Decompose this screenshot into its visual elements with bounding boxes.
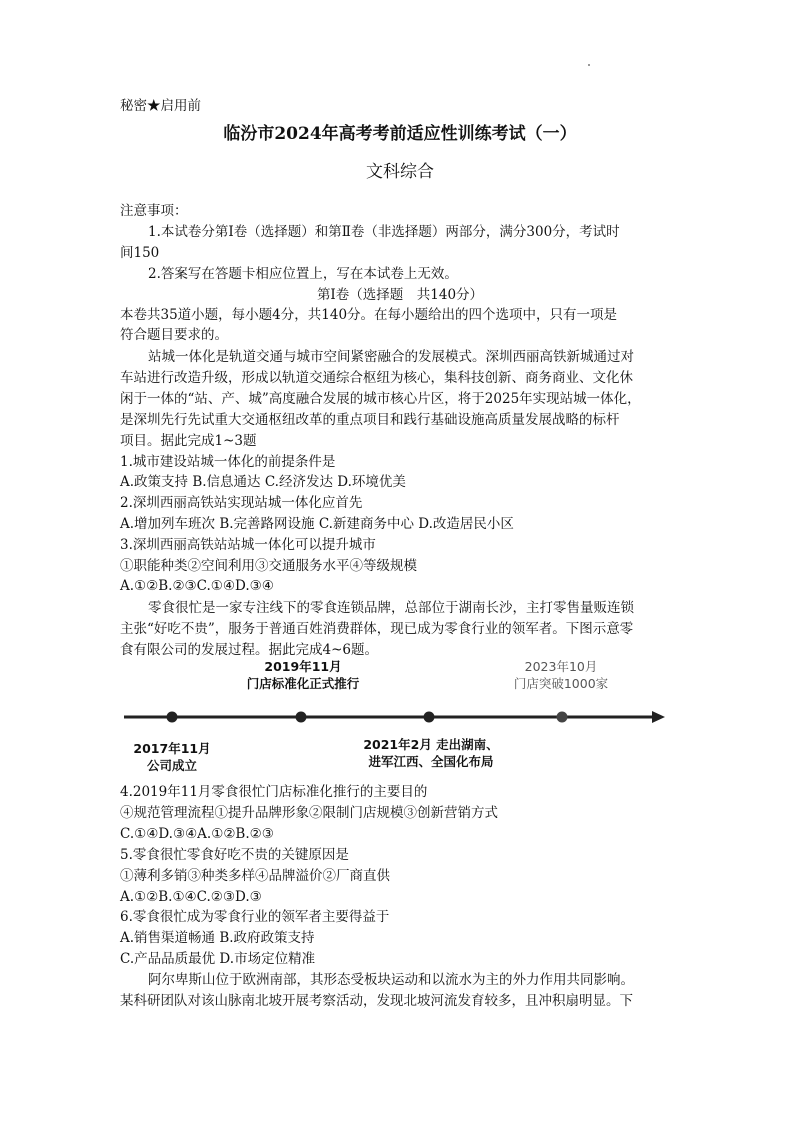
passage1-line: 闲于一体的“站、产、城”高度融合发展的城市核心片区，将于2025年实现站城一体化，	[120, 391, 641, 407]
q3-stem: 3.深圳西丽高铁站站城一体化可以提升城市	[120, 537, 376, 553]
q5-stem: 5.零食很忙零食好吃不贵的关键原因是	[120, 847, 349, 863]
passage2-line: 零食很忙是一家专注线下的零食连锁品牌，总部位于湖南长沙，主打零售量贩连锁	[148, 600, 634, 616]
company-timeline-figure	[120, 656, 670, 776]
event-2019-text: 门店标准化正式推行	[246, 676, 360, 691]
event-2023	[496, 658, 626, 692]
passage1-line: 是深圳先行先试重大交通枢纽改革的重点项目和践行基础设施高质量发展战略的标杆	[120, 412, 620, 428]
q6-stem: 6.零食很忙成为零食行业的领军者主要得益于	[120, 909, 390, 925]
event-2021-line2: 进军江西、全国化布局	[368, 754, 494, 769]
secret-mark: 秘密★启用前	[120, 98, 201, 114]
q6-options-line1: A.销售渠道畅通 B.政府政策支持	[120, 930, 315, 946]
event-2021-line1: 2021年2月 走出湖南、	[363, 737, 499, 752]
passage2-line: 食有限公司的发展过程。据此完成4~6题。	[120, 642, 378, 658]
passage1-line: 项目。据此完成1~3题	[120, 433, 257, 449]
event-2017-date: 2017年11月	[133, 741, 211, 756]
notes-item1-line2: 间150	[120, 245, 160, 261]
q2-stem: 2.深圳西丽高铁站实现站城一体化应首先	[120, 495, 363, 511]
q2-options: A.增加列车班次 B.完善路网设施 C.新建商务中心 D.改造居民小区	[120, 516, 514, 532]
section-heading: 第Ⅰ卷（选择题 共140分）	[316, 287, 484, 303]
event-2023-text: 门店突破1000家	[513, 676, 609, 691]
event-2019-date: 2019年11月	[264, 659, 342, 674]
timeline-node-2021	[424, 712, 435, 723]
event-2023-date: 2023年10月	[524, 659, 598, 674]
passage3-line: 某科研团队对该山脉南北坡开展考察活动，发现北坡河流发育较多，且冲积扇明显。下	[120, 993, 633, 1009]
event-2021	[346, 736, 516, 770]
q4-options: C.①④D.③④A.①②B.②③	[120, 826, 274, 842]
q6-options-line2: C.产品品质最优 D.市场定位精准	[120, 951, 316, 967]
timeline-node-2019	[296, 712, 307, 723]
notes-heading: 注意事项：	[120, 203, 188, 219]
passage1-line: 站城一体化是轨道交通与城市空间紧密融合的发展模式。深圳西丽高铁新城通过对	[148, 349, 634, 365]
timeline-node-2017	[167, 712, 178, 723]
passage1-line: 车站进行改造升级，形成以轨道交通综合枢纽为核心，集科技创新、商务商业、文化休	[120, 370, 633, 386]
q3-options: A.①②B.②③C.①④D.③④	[120, 578, 274, 594]
notes-item2: 2.答案写在答题卡相应位置上，写在本试卷上无效。	[148, 266, 458, 282]
scan-dot	[588, 64, 590, 66]
q1-options: A.政策支持 B.信息通达 C.经济发达 D.环境优美	[120, 474, 406, 490]
section-intro-line1: 本卷共35道小题，每小题4分，共140分。在每小题给出的四个选项中，只有一项是	[120, 307, 618, 323]
timeline-node-2023	[557, 712, 568, 723]
q4-stem: 4.2019年11月零食很忙门店标准化推行的主要目的	[120, 784, 428, 800]
q1-stem: 1.城市建设站城一体化的前提条件是	[120, 454, 336, 470]
passage2-line: 主张“好吃不贵”，服务于普通百姓消费群体，现已成为零食行业的领军者。下图示意零	[120, 621, 634, 637]
q5-options: A.①②B.①④C.②③D.③	[120, 889, 262, 905]
q3-items: ①职能种类②空间利用③交通服务水平④等级规模	[120, 558, 417, 574]
exam-title: 临汾市2024年高考考前适应性训练考试（一）	[223, 124, 577, 144]
exam-subtitle: 文科综合	[366, 162, 434, 182]
event-2017	[120, 740, 224, 774]
notes-item1-line1: 1.本试卷分第Ⅰ卷（选择题）和第Ⅱ卷（非选择题）两部分，满分300分，考试时	[148, 224, 620, 240]
timeline-arrowhead	[652, 711, 665, 723]
event-2019	[233, 658, 373, 692]
q4-items: ④规范管理流程①提升品牌形象②限制门店规模③创新营销方式	[120, 805, 498, 821]
passage3-line: 阿尔卑斯山位于欧洲南部，其形态受板块运动和以流水为主的外力作用共同影响。	[148, 972, 634, 988]
q5-items: ①薄利多销③种类多样④品牌溢价②厂商直供	[120, 868, 390, 884]
event-2017-text: 公司成立	[146, 758, 197, 773]
section-intro-line2: 符合题目要求的。	[120, 327, 228, 343]
